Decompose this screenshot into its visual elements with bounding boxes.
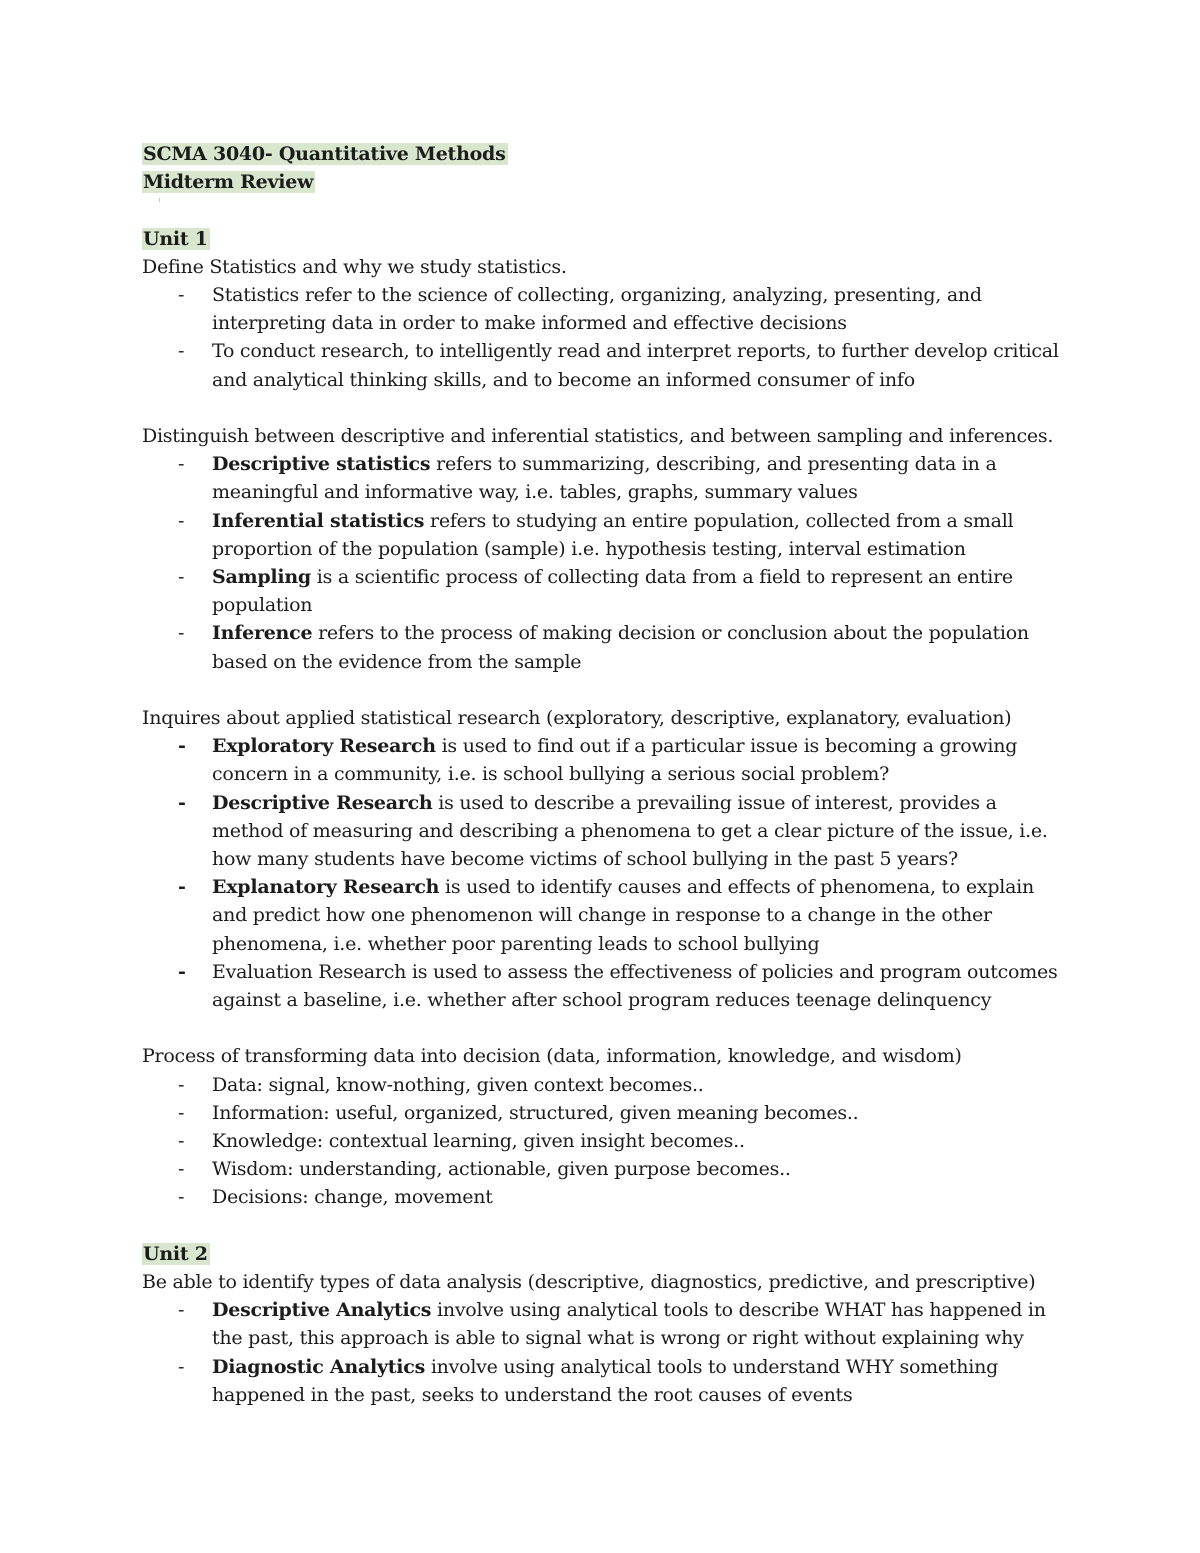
course-title: SCMA 3040- Quantitative Methods: [143, 143, 506, 165]
cursor-mark: [142, 196, 1072, 224]
list-item: - Knowledge: contextual learning, given insight becomes..: [178, 1130, 745, 1152]
unit2-section1-list: [142, 1296, 1072, 1409]
list-item: - Wisdom: understanding, actionable, given purpose becomes..: [178, 1158, 791, 1181]
list-item: - Evaluation Research is used to assess the effectiveness of policies and program outcomes against a baseline, i.e. whether after school program reduces teenage delinquency: [178, 960, 1058, 1011]
list-item: - Descriptive Research is used to describe a prevailing issue of interest, provides a method of measuring and describing a phenomena to get a clear picture of the issue, i.e. how many students have become victims of school bullying in the past 5 years?: [178, 791, 1048, 870]
list-item: - Diagnostic Analytics involve using analytical tools to understand WHY something happened in the past, seeks to understand the root causes of events: [178, 1355, 999, 1406]
unit2-section1-prompt: Be able to identify types of data analysis (descriptive, diagnostics, predictive, and prescriptive): [142, 1270, 1036, 1293]
list-item: - To conduct research, to intelligently read and interpret reports, to further develop critical and analytical thinking skills, and to become an informed consumer of info: [178, 340, 1059, 391]
unit1-section2-list: [142, 450, 1072, 676]
unit1-section1-list: [142, 281, 1072, 394]
list-item: - Decisions: change, movement: [178, 1186, 493, 1209]
unit1-heading: Unit 1: [143, 227, 208, 250]
list-item: - Data: signal, know-nothing, given context becomes..: [178, 1073, 704, 1096]
unit1-section4-prompt: Process of transforming data into decision (data, information, knowledge, and wisdom): [142, 1045, 962, 1068]
list-item: - Inferential statistics refers to studying an entire population, collected from a small proportion of the population (sample) i.e. hypothesis testing, interval estimation: [178, 509, 1014, 560]
unit1-section1-prompt: Define Statistics and why we study statistics.: [142, 255, 567, 278]
list-item: - Information: useful, organized, structured, given meaning becomes..: [178, 1101, 859, 1124]
list-item: - Sampling is a scientific process of collecting data from a field to represent an entire population: [178, 565, 1013, 617]
list-item: - Descriptive statistics refers to summarizing, describing, and presenting data in a meaningful and informative way, i.e. tables, graphs, summary values: [178, 453, 997, 504]
list-item: - Inference refers to the process of making decision or conclusion about the population based on the evidence from the sample: [178, 622, 1029, 673]
list-item: - Descriptive Analytics involve using analytical tools to describe WHAT has happened in the past, this approach is able to signal what is wrong or right without explaining why: [178, 1299, 1046, 1350]
unit1-section2-prompt: Distinguish between descriptive and inferential statistics, and between sampling and inferences.: [142, 424, 1054, 447]
list-item: - Explanatory Research is used to identify causes and effects of phenomena, to explain and predict how one phenomenon will change in response to a change in the other phenomena, i.e. whether poor parenting leads to school bullying: [178, 876, 1034, 955]
unit1-section3-prompt: Inquires about applied statistical research (exploratory, descriptive, explanatory, evaluation): [142, 706, 1012, 729]
unit1-section3-list: [142, 732, 1072, 1014]
unit1-section4-list: [142, 1071, 1072, 1212]
doc-title: Midterm Review: [143, 171, 314, 194]
list-item: - Exploratory Research is used to find out if a particular issue is becoming a growing concern in a community, i.e. is school bullying a serious social problem?: [178, 735, 1018, 786]
unit2-heading: Unit 2: [143, 1242, 208, 1265]
list-item: - Statistics refer to the science of collecting, organizing, analyzing, presenting, and interpreting data in order to make informed and effective decisions: [178, 283, 982, 335]
document-page: [142, 140, 1072, 1409]
